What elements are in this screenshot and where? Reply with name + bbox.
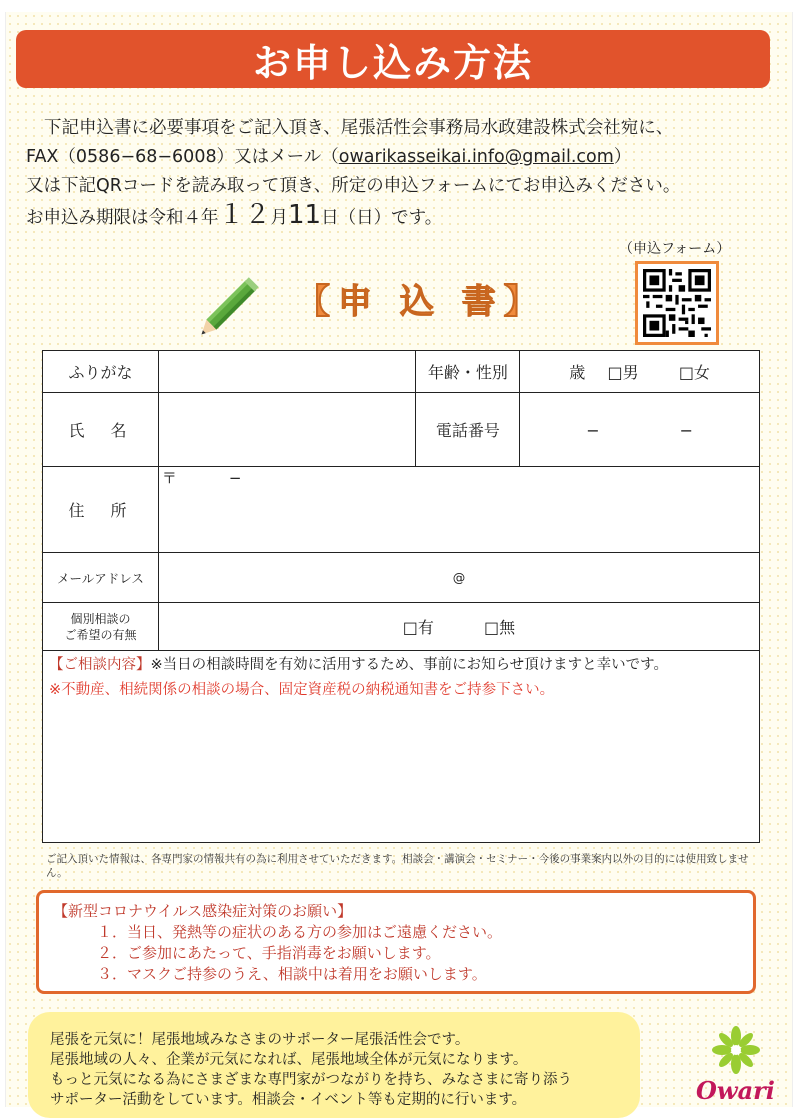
flyer-page <box>5 12 793 1107</box>
consult-yes-checkbox[interactable]: □有 <box>402 618 434 637</box>
intro-line-2 <box>26 143 786 172</box>
covid-notice-item: ３．マスクご持参のうえ、相談中は着用をお願いします。 <box>97 965 487 983</box>
pencil-icon <box>194 262 274 342</box>
consult-row <box>43 603 760 651</box>
form-title: 【申 込 書】 <box>296 282 546 322</box>
name-row <box>43 393 760 467</box>
covid-notice-title: 【新型コロナウイルス感染症対策のお願い】 <box>53 902 353 920</box>
consult-warning: ※不動産、相続関係の相談の場合、固定資産税の納税通知書をご持参下さい。 <box>49 682 555 698</box>
email-link[interactable]: owarikasseikai.info@gmail.com <box>338 147 614 167</box>
qr-code-icon <box>643 269 711 337</box>
name-field[interactable] <box>158 393 416 467</box>
fax-text: FAX（0586−68−6008）又はメール（ <box>26 147 339 167</box>
intro-line-2-suffix: ） <box>613 147 632 167</box>
postal-mark: 〒 <box>161 469 177 487</box>
consult-label-line-1: 個別相談の <box>70 611 131 626</box>
furigana-field[interactable] <box>158 351 416 393</box>
consult-content-row <box>43 651 760 843</box>
page-title: お申し込み方法 <box>252 40 533 85</box>
consult-no-checkbox[interactable]: □無 <box>484 618 516 637</box>
email-row <box>43 553 760 603</box>
consult-content-note: ※当日の相談時間を有効に活用するため、事前にお知らせ頂けますと幸いです。 <box>150 657 668 673</box>
email-label: メールアドレス <box>43 553 159 603</box>
privacy-footnote: ご記入頂いた情報は、各専門家の情報共有の為に利用させていただきます。相談会・講演会・セミナー・今後の事業案内以外の目的には使用致しません。 <box>46 853 749 879</box>
intro-line-3: 又は下記QRコードを読み取って頂き、所定の申込フォームにてお申込みください。 <box>26 176 681 196</box>
header-banner <box>16 30 770 88</box>
deadline-suffix: 日（日）です。 <box>321 208 443 228</box>
covid-notice-item: ２．ご参加にあたって、手指消毒をお願いします。 <box>97 944 441 962</box>
female-checkbox[interactable]: □女 <box>678 363 710 382</box>
owari-logo-text: Owari <box>696 1076 775 1105</box>
qr-label: （申込フォーム） <box>619 241 731 257</box>
age-gender-label: 年齢・性別 <box>416 351 520 393</box>
deadline-month-unit: 月 <box>270 208 289 228</box>
phone-field[interactable]: − − <box>520 393 760 467</box>
about-line: もっと元気になる為にさまざまな専門家がつながりを持ち、みなさまに寄り添う <box>50 1072 572 1088</box>
deadline-prefix: お申込み期限は令和４年 <box>26 208 219 228</box>
qr-code[interactable] <box>635 261 719 345</box>
address-field[interactable] <box>158 467 759 553</box>
age-gender-field[interactable] <box>520 351 760 393</box>
male-checkbox[interactable]: □男 <box>607 363 639 382</box>
name-label: 氏名 <box>43 393 159 467</box>
furigana-row <box>43 351 760 393</box>
deadline-month: １２ <box>218 200 271 230</box>
consult-label <box>43 603 159 651</box>
covid-notice-item: １．当日、発熱等の症状のある方の参加はご遠慮ください。 <box>97 923 503 941</box>
consult-content-heading <box>49 653 753 674</box>
consult-content-title: 【ご相談内容】 <box>49 657 151 673</box>
covid-notice <box>36 890 756 994</box>
address-label: 住所 <box>43 467 159 553</box>
consult-label-line-2: ご希望の有無 <box>64 627 137 642</box>
address-row <box>43 467 760 553</box>
application-form <box>42 350 760 843</box>
about-line: サポーター活動をしています。相談会・イベント等も定期的に行います。 <box>50 1092 527 1108</box>
email-field[interactable]: @ <box>158 553 759 603</box>
furigana-label: ふりがな <box>43 351 159 393</box>
about-box <box>28 1012 640 1118</box>
consult-content-field[interactable] <box>43 651 760 843</box>
deadline-line <box>26 201 786 233</box>
intro-text <box>26 114 786 233</box>
age-unit: 歳 <box>569 363 586 382</box>
postal-dash: − <box>228 469 242 487</box>
intro-line-1: 下記申込書に必要事項をご記入頂き、尾張活性会事務局水政建設株式会社宛に、 <box>44 118 674 138</box>
about-line: 尾張を元気に！尾張地域みなさまのサポーター尾張活性会です。 <box>50 1032 470 1048</box>
consult-field <box>158 603 759 651</box>
about-line: 尾張地域の人々、企業が元気になれば、尾張地域全体が元気になります。 <box>50 1052 528 1068</box>
deadline-day: 11 <box>288 200 322 230</box>
phone-label: 電話番号 <box>416 393 520 467</box>
